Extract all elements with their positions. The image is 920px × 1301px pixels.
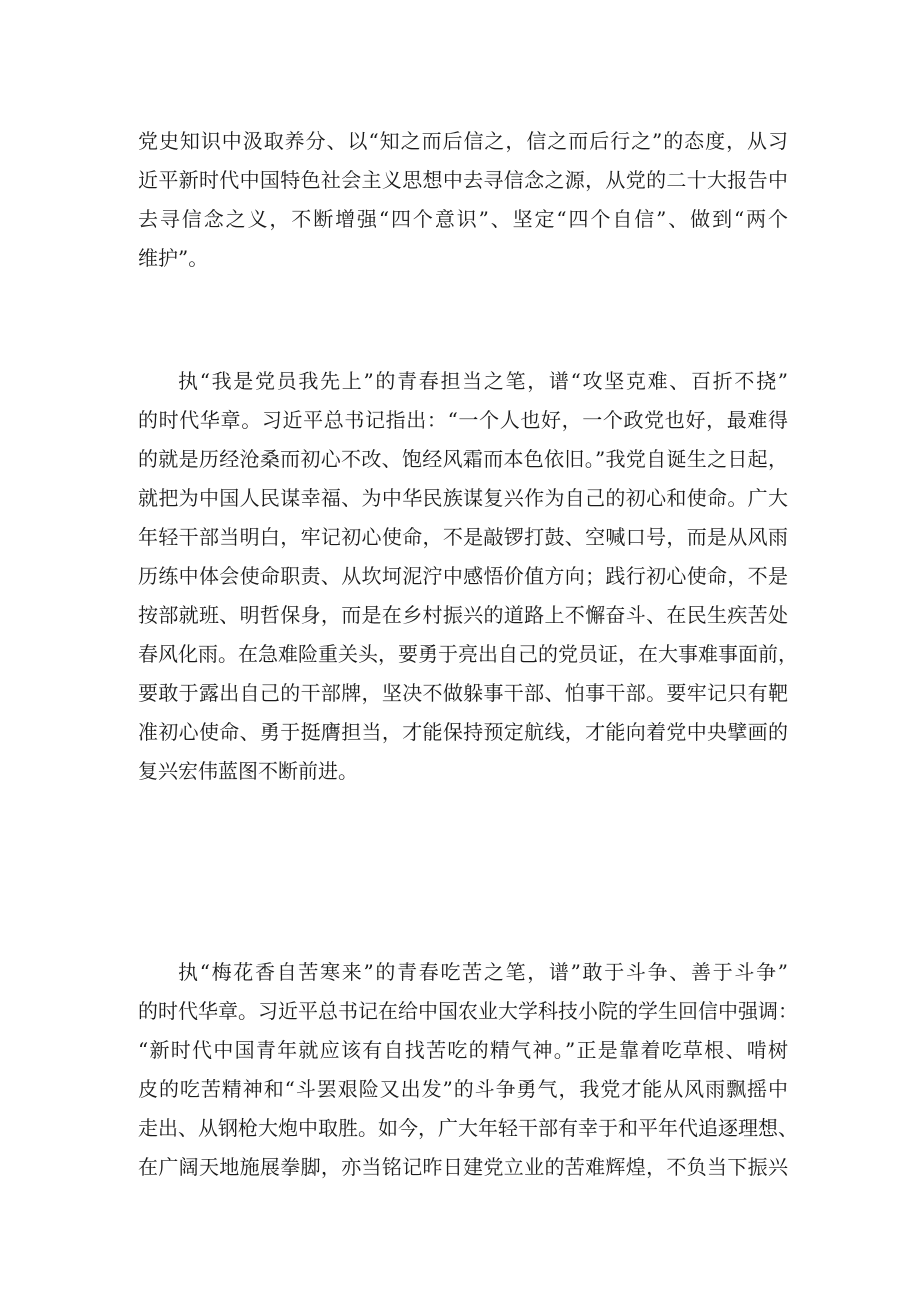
- text-line: 历练中体会使命职责、从坎坷泥泞中感悟价值方向；践行初心使命，不是: [138, 564, 788, 588]
- text-line: 的时代华章。习近平总书记在给中国农业大学科技小院的学生回信中强调：: [138, 999, 798, 1023]
- text-line: 维护”。: [138, 246, 209, 270]
- text-line: 的时代华章。习近平总书记指出：“一个人也好，一个政党也好，最难得: [138, 408, 788, 432]
- text-line: 走出、从钢枪大炮中取胜。如今，广大年轻干部有幸于和平年代追逐理想、: [138, 1116, 798, 1140]
- text-line: 要敢于露出自己的干部牌，坚决不做躲事干部、怕事干部。要牢记只有靶: [138, 681, 788, 705]
- text-line: 复兴宏伟蓝图不断前进。: [138, 759, 358, 783]
- paragraph-1: [138, 122, 788, 278]
- text-line: 近平新时代中国特色社会主义思想中去寻信念之源，从党的二十大报告中: [138, 168, 788, 192]
- text-line: 就把为中国人民谋幸福、为中华民族谋复兴作为自己的初心和使命。广大: [138, 486, 788, 510]
- text-line: 执“我是党员我先上”的青春担当之笔，谱“攻坚克难、百折不挠”: [178, 369, 788, 393]
- text-line: 年轻干部当明白，牢记初心使命，不是敲锣打鼓、空喊口号，而是从风雨: [138, 525, 788, 549]
- text-line: 党史知识中汲取养分、以“知之而后信之，信之而后行之”的态度，从习: [138, 129, 788, 153]
- text-line: “新时代中国青年就应该有自找苦吃的精气神。”正是靠着吃草根、啃树: [138, 1038, 788, 1062]
- paragraph-3: [138, 953, 798, 1187]
- text-line: 的就是历经沧桑而初心不改、饱经风霜而本色依旧。”我党自诞生之日起，: [138, 447, 788, 471]
- text-line: 皮的吃苦精神和“斗罢艰险又出发”的斗争勇气，我党才能从风雨飘摇中: [138, 1077, 788, 1101]
- paragraph-2: [138, 362, 798, 791]
- text-line: 按部就班、明哲保身，而是在乡村振兴的道路上不懈奋斗、在民生疾苦处: [138, 603, 788, 627]
- text-line: 春风化雨。在急难险重关头，要勇于亮出自己的党员证，在大事难事面前，: [138, 642, 798, 666]
- text-line: 去寻信念之义，不断增强“四个意识”、坚定“四个自信”、做到“两个: [138, 207, 788, 231]
- text-line: 执“梅花香自苦寒来”的青春吃苦之笔，谱”敢于斗争、善于斗争”: [178, 960, 788, 984]
- text-line: 准初心使命、勇于挺膺担当，才能保持预定航线，才能向着党中央擘画的: [138, 720, 788, 744]
- text-line: 在广阔天地施展拳脚，亦当铭记昨日建党立业的苦难辉煌，不负当下振兴: [138, 1155, 788, 1179]
